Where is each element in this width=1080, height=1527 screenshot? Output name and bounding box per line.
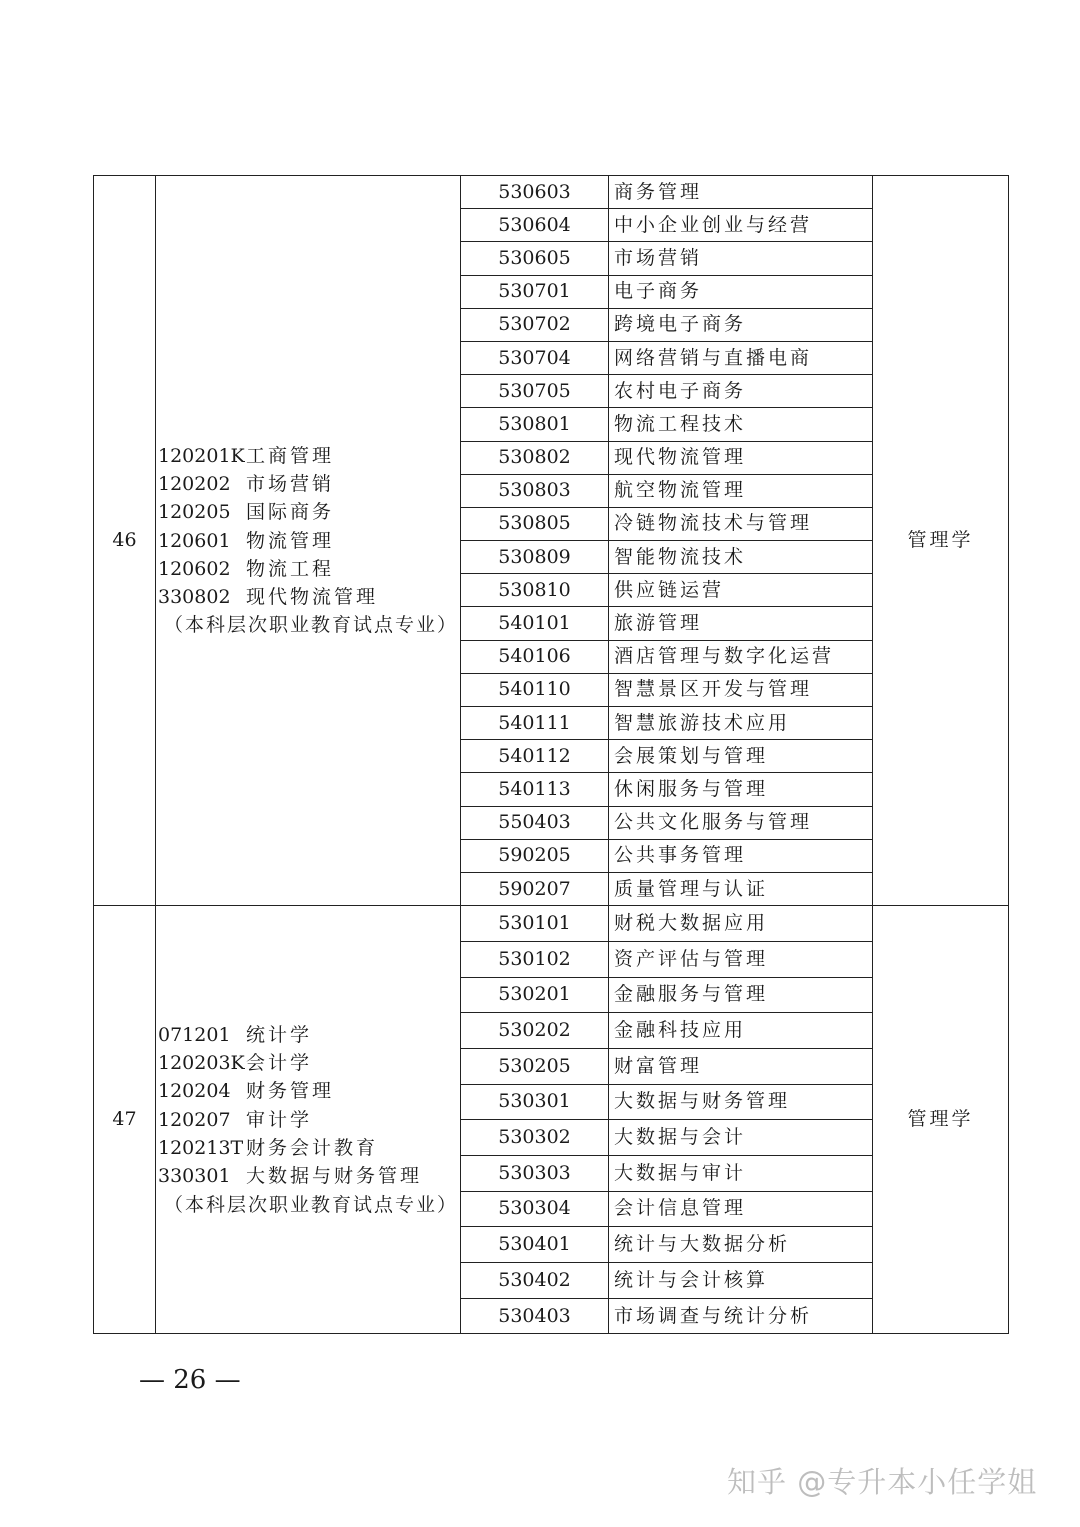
major-name: 金融服务与管理 xyxy=(609,977,873,1013)
undergrad-major xyxy=(158,442,460,470)
undergrad-major-name: 审计学 xyxy=(246,1108,313,1131)
major-name: 中小企业创业与经营 xyxy=(609,209,873,242)
major-name: 市场调查与统计分析 xyxy=(609,1298,873,1334)
major-name: 现代物流管理 xyxy=(609,441,873,474)
undergrad-major-code: 120601 xyxy=(158,529,231,552)
major-code: 530810 xyxy=(461,574,609,607)
major-code: 540106 xyxy=(461,640,609,673)
major-name: 大数据与审计 xyxy=(609,1155,873,1191)
major-code: 540110 xyxy=(461,673,609,706)
undergrad-majors-cell xyxy=(156,176,461,906)
major-name: 农村电子商务 xyxy=(609,375,873,408)
major-name: 统计与大数据分析 xyxy=(609,1227,873,1263)
major-code: 530604 xyxy=(461,209,609,242)
table-row xyxy=(94,176,1009,209)
major-code: 530605 xyxy=(461,242,609,275)
major-code: 530101 xyxy=(461,906,609,942)
discipline-category: 管理学 xyxy=(873,906,1009,1334)
major-name: 公共文化服务与管理 xyxy=(609,806,873,839)
undergrad-major xyxy=(158,1134,460,1162)
undergrad-major-name: 国际商务 xyxy=(246,501,335,524)
major-name: 市场营销 xyxy=(609,242,873,275)
undergrad-major xyxy=(158,583,460,611)
major-catalog-table xyxy=(93,175,1009,1334)
undergrad-major-code: 120203K xyxy=(158,1052,245,1075)
major-code: 540111 xyxy=(461,707,609,740)
undergrad-major-code: 120207 xyxy=(158,1108,231,1131)
major-code: 530803 xyxy=(461,474,609,507)
undergrad-majors-cell xyxy=(156,906,461,1334)
major-code: 590207 xyxy=(461,872,609,905)
undergrad-major-code: 120202 xyxy=(158,472,231,495)
major-name: 智慧景区开发与管理 xyxy=(609,673,873,706)
table-row xyxy=(94,906,1009,942)
major-name: 网络营销与直播电商 xyxy=(609,341,873,374)
undergrad-major-name: 现代物流管理 xyxy=(246,586,379,609)
table-body xyxy=(94,176,1009,1334)
major-name: 供应链运营 xyxy=(609,574,873,607)
major-name: 资产评估与管理 xyxy=(609,941,873,977)
undergrad-major-name: 统计学 xyxy=(246,1023,313,1046)
major-code: 550403 xyxy=(461,806,609,839)
pilot-program-note: （本科层次职业教育试点专业） xyxy=(164,614,459,637)
major-code: 530304 xyxy=(461,1191,609,1227)
undergrad-major-name: 财务管理 xyxy=(246,1080,335,1103)
undergrad-major xyxy=(158,1077,460,1105)
major-name: 质量管理与认证 xyxy=(609,872,873,905)
undergrad-major xyxy=(158,1021,460,1049)
undergrad-major-name: 物流管理 xyxy=(246,529,335,552)
major-name: 金融科技应用 xyxy=(609,1013,873,1049)
undergrad-major-code: 120201K xyxy=(158,444,245,467)
major-code: 530809 xyxy=(461,541,609,574)
undergrad-major-code: 330301 xyxy=(158,1165,231,1188)
undergrad-major-code: 120205 xyxy=(158,501,231,524)
major-code: 530704 xyxy=(461,341,609,374)
major-code: 540101 xyxy=(461,607,609,640)
major-name: 电子商务 xyxy=(609,275,873,308)
major-name: 大数据与财务管理 xyxy=(609,1084,873,1120)
undergrad-major xyxy=(158,470,460,498)
major-code: 530303 xyxy=(461,1155,609,1191)
major-code: 530205 xyxy=(461,1048,609,1084)
major-code: 530401 xyxy=(461,1227,609,1263)
major-code: 530802 xyxy=(461,441,609,474)
undergrad-major-code: 071201 xyxy=(158,1023,231,1046)
undergrad-major xyxy=(158,498,460,526)
major-code: 540112 xyxy=(461,740,609,773)
major-code: 530603 xyxy=(461,176,609,209)
major-code: 590205 xyxy=(461,839,609,872)
undergrad-major-name: 会计学 xyxy=(246,1052,313,1075)
major-name: 会展策划与管理 xyxy=(609,740,873,773)
major-name: 智能物流技术 xyxy=(609,541,873,574)
undergrad-major xyxy=(158,1106,460,1134)
major-code: 530705 xyxy=(461,375,609,408)
major-name: 物流工程技术 xyxy=(609,408,873,441)
major-name: 财富管理 xyxy=(609,1048,873,1084)
undergrad-major xyxy=(158,1162,460,1190)
major-code: 530402 xyxy=(461,1263,609,1299)
undergrad-major-name: 物流工程 xyxy=(246,557,335,580)
major-code: 530202 xyxy=(461,1013,609,1049)
undergrad-major-code: 120213T xyxy=(158,1137,244,1160)
major-name: 旅游管理 xyxy=(609,607,873,640)
major-code: 530301 xyxy=(461,1084,609,1120)
undergrad-major xyxy=(158,527,460,555)
major-name: 大数据与会计 xyxy=(609,1120,873,1156)
major-code: 540113 xyxy=(461,773,609,806)
major-name: 休闲服务与管理 xyxy=(609,773,873,806)
major-code: 530403 xyxy=(461,1298,609,1334)
undergrad-major-code: 330802 xyxy=(158,586,231,609)
major-name: 跨境电子商务 xyxy=(609,308,873,341)
major-name: 智慧旅游技术应用 xyxy=(609,707,873,740)
major-code: 530102 xyxy=(461,941,609,977)
major-name: 公共事务管理 xyxy=(609,839,873,872)
undergrad-major xyxy=(158,555,460,583)
major-name: 航空物流管理 xyxy=(609,474,873,507)
watermark-text: 知乎 @专升本小任学姐 xyxy=(727,1465,1038,1499)
undergrad-major-name: 大数据与财务管理 xyxy=(246,1165,423,1188)
major-name: 统计与会计核算 xyxy=(609,1263,873,1299)
undergrad-major-code: 120204 xyxy=(158,1080,231,1103)
major-name: 冷链物流技术与管理 xyxy=(609,507,873,540)
major-code: 530201 xyxy=(461,977,609,1013)
major-name: 酒店管理与数字化运营 xyxy=(609,640,873,673)
discipline-category: 管理学 xyxy=(873,176,1009,906)
sequence-number: 47 xyxy=(94,906,156,1334)
undergrad-major xyxy=(158,1049,460,1077)
major-code: 530805 xyxy=(461,507,609,540)
sequence-number: 46 xyxy=(94,176,156,906)
undergrad-major-name: 市场营销 xyxy=(246,472,335,495)
major-code: 530302 xyxy=(461,1120,609,1156)
major-name: 会计信息管理 xyxy=(609,1191,873,1227)
undergrad-major-code: 120602 xyxy=(158,557,231,580)
major-code: 530701 xyxy=(461,275,609,308)
major-code: 530801 xyxy=(461,408,609,441)
major-code: 530702 xyxy=(461,308,609,341)
page-number: — 26 — xyxy=(139,1365,241,1395)
undergrad-major-name: 财务会计教育 xyxy=(246,1137,379,1160)
undergrad-major-name: 工商管理 xyxy=(246,444,335,467)
major-name: 财税大数据应用 xyxy=(609,906,873,942)
major-name: 商务管理 xyxy=(609,176,873,209)
pilot-program-note: （本科层次职业教育试点专业） xyxy=(164,1193,459,1216)
